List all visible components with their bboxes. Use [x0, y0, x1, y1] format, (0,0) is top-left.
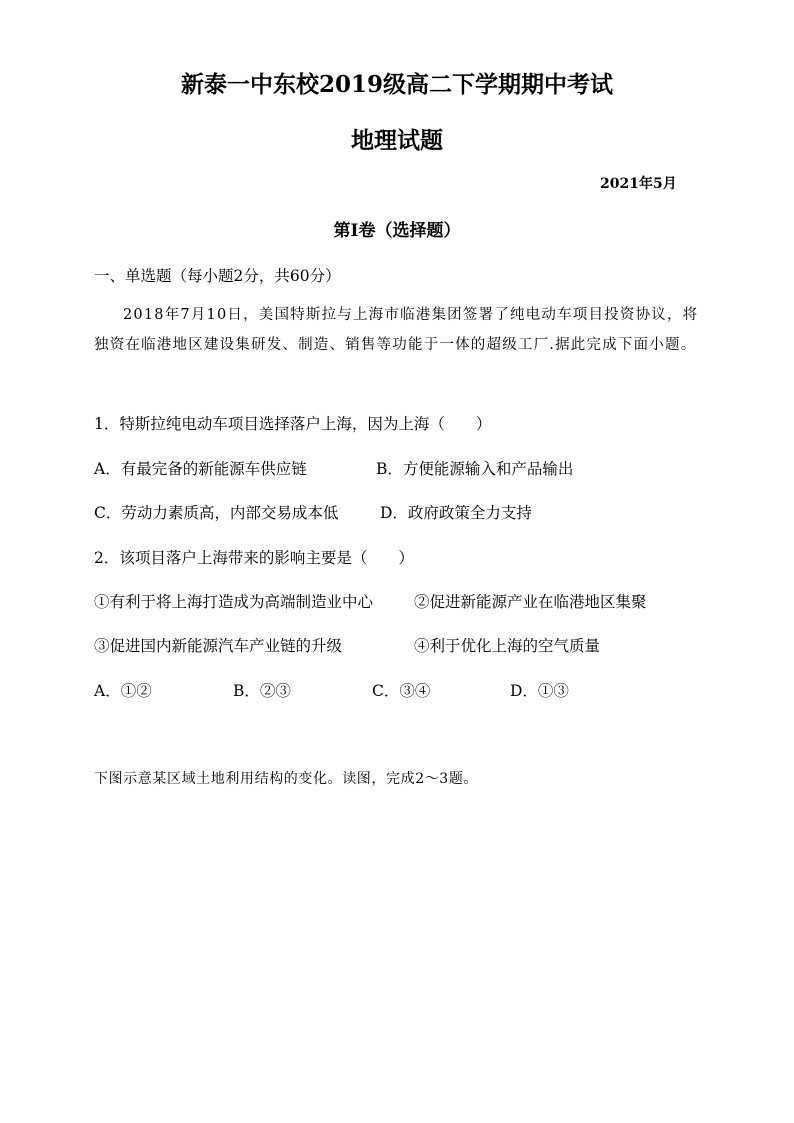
question-2-statement-4: ④利于优化上海的空气质量	[414, 637, 601, 655]
exam-date: 2021年5月	[600, 176, 677, 192]
question-2-stem: 2．该项目落户上海带来的影响主要是（ ）	[94, 549, 414, 567]
question-2-statement-1: ①有利于将上海打造成为高端制造业中心	[94, 593, 374, 611]
question-2-statement-2: ②促进新能源产业在临港地区集聚	[414, 593, 647, 611]
question-2-option-d: D．①③	[510, 682, 569, 700]
question-1-option-d: D．政府政策全力支持	[380, 504, 532, 522]
question-2-option-b: B．②③	[233, 682, 291, 700]
part-heading: 一、单选题（每小题2分，共60分）	[94, 267, 341, 285]
exam-title: 新泰一中东校2019级高二下学期期中考试	[180, 71, 613, 98]
question-1-option-a: A．有最完备的新能源车供应链	[94, 460, 307, 478]
next-material-intro: 下图示意某区域土地利用结构的变化。读图，完成2～3题。	[94, 771, 479, 787]
section-title: 第I卷（选择题）	[333, 221, 461, 241]
question-2-option-a: A．①②	[94, 682, 152, 700]
question-1-option-c: C．劳动力素质高，内部交易成本低	[94, 504, 339, 522]
question-2-option-c: C．③④	[372, 682, 431, 700]
question-2-statement-3: ③促进国内新能源汽车产业链的升级	[94, 637, 343, 655]
material-paragraph: 2018年7月10日，美国特斯拉与上海市临港集团签署了纯电动车项目投资协议，将独资在临港地区建设集研发、制造、销售等功能于一体的超级工厂.据此完成下面小题。	[94, 307, 699, 353]
question-1-stem: 1．特斯拉纯电动车项目选择落户上海，因为上海（ ）	[94, 415, 492, 433]
exam-subject: 地理试题	[351, 127, 443, 154]
question-1-option-b: B．方便能源输入和产品输出	[376, 460, 574, 478]
